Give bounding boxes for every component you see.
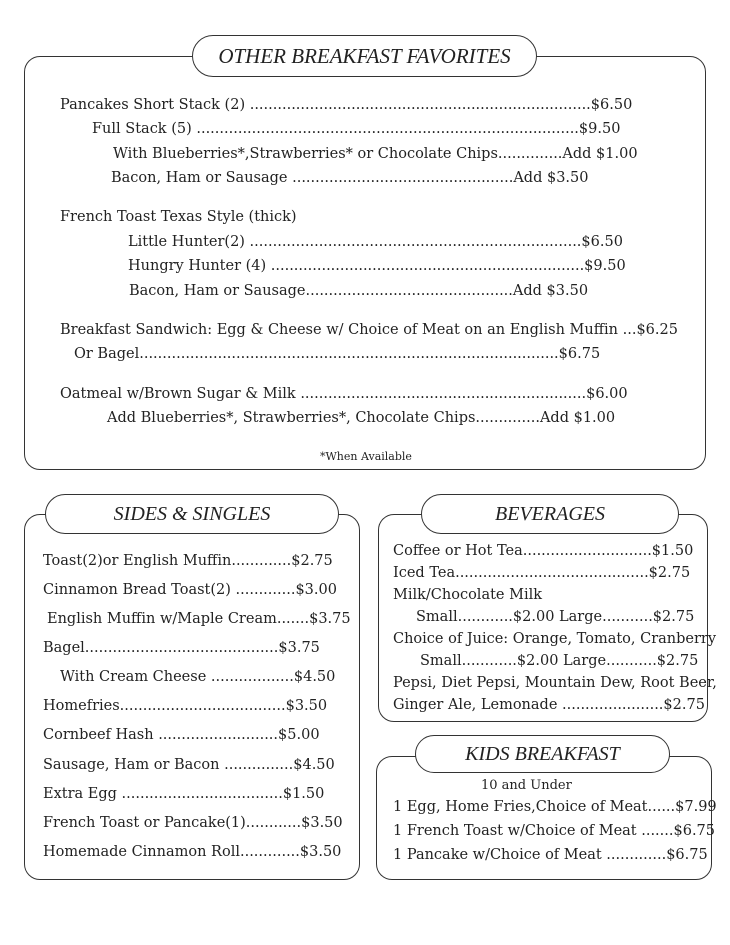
menu-item: Iced Tea..........................................$2.75	[393, 565, 691, 581]
menu-item: 1 Pancake w/Choice of Meat .............$6.75	[393, 847, 708, 863]
menu-item: Milk/Chocolate Milk	[393, 587, 543, 603]
availability-note: *When Available	[320, 450, 412, 463]
menu-item: Bagel..........................................$3.75	[43, 640, 320, 656]
menu-item: Bacon, Ham or Sausage ................................................Add $3.50	[111, 170, 589, 186]
menu-item: Pancakes Short Stack (2) ..........................................................................$6.50	[60, 97, 633, 113]
menu-item: Ginger Ale, Lemonade ......................$2.75	[393, 697, 705, 713]
menu-item: English Muffin w/Maple Cream.......$3.75	[47, 611, 351, 627]
beverages-title: BEVERAGES	[421, 494, 679, 534]
menu-item: Hungry Hunter (4) ....................................................................$9.50	[128, 258, 626, 274]
menu-item: With Blueberries*,Strawberries* or Chocolate Chips..............Add $1.00	[113, 146, 638, 162]
menu-item: Extra Egg ...................................$1.50	[43, 786, 325, 802]
menu-item: 1 Egg, Home Fries,Choice of Meat......$7.99	[393, 799, 717, 815]
menu-item: Small............$2.00 Large...........$2.75	[416, 609, 695, 625]
menu-item: Homemade Cinnamon Roll.............$3.50	[43, 844, 342, 860]
menu-item: 1 French Toast w/Choice of Meat .......$6.75	[393, 823, 716, 839]
menu-item: Small............$2.00 Large...........$2.75	[420, 653, 699, 669]
menu-item: Breakfast Sandwich: Egg & Cheese w/ Choice of Meat on an English Muffin ...$6.25	[60, 322, 678, 338]
menu-item: Choice of Juice: Orange, Tomato, Cranberry	[393, 631, 717, 647]
menu-item: Add Blueberries*, Strawberries*, Chocolate Chips..............Add $1.00	[107, 410, 616, 426]
menu-item: Homefries....................................$3.50	[43, 698, 328, 714]
menu-item: Cornbeef Hash ..........................$5.00	[43, 727, 320, 743]
menu-item: Cinnamon Bread Toast(2) .............$3.00	[43, 582, 337, 598]
menu-item: Toast(2)or English Muffin.............$2.75	[43, 553, 333, 569]
menu-item: Sausage, Ham or Bacon ...............$4.50	[43, 757, 335, 773]
favorites-title: OTHER BREAKFAST FAVORITES	[192, 35, 537, 77]
menu-item: With Cream Cheese ..................$4.50	[60, 669, 336, 685]
menu-item: Oatmeal w/Brown Sugar & Milk ..............................................................$6.00	[60, 386, 628, 402]
menu-item: French Toast or Pancake(1)............$3.50	[43, 815, 343, 831]
menu-item: Little Hunter(2) ........................................................................$6.50	[128, 234, 623, 250]
menu-item: Pepsi, Diet Pepsi, Mountain Dew, Root Beer,	[393, 675, 717, 691]
menu-item-heading: French Toast Texas Style (thick)	[60, 209, 297, 225]
kids-title: KIDS BREAKFAST	[415, 735, 670, 773]
menu-item: Or Bagel...........................................................................................$6.75	[74, 346, 601, 362]
menu-item: Bacon, Ham or Sausage.............................................Add $3.50	[129, 283, 589, 299]
menu-item: Full Stack (5) ...................................................................................$9.50	[92, 121, 621, 137]
menu-item: Coffee or Hot Tea............................$1.50	[393, 543, 694, 559]
sides-title: SIDES & SINGLES	[45, 494, 339, 534]
kids-subtitle: 10 and Under	[481, 778, 572, 793]
